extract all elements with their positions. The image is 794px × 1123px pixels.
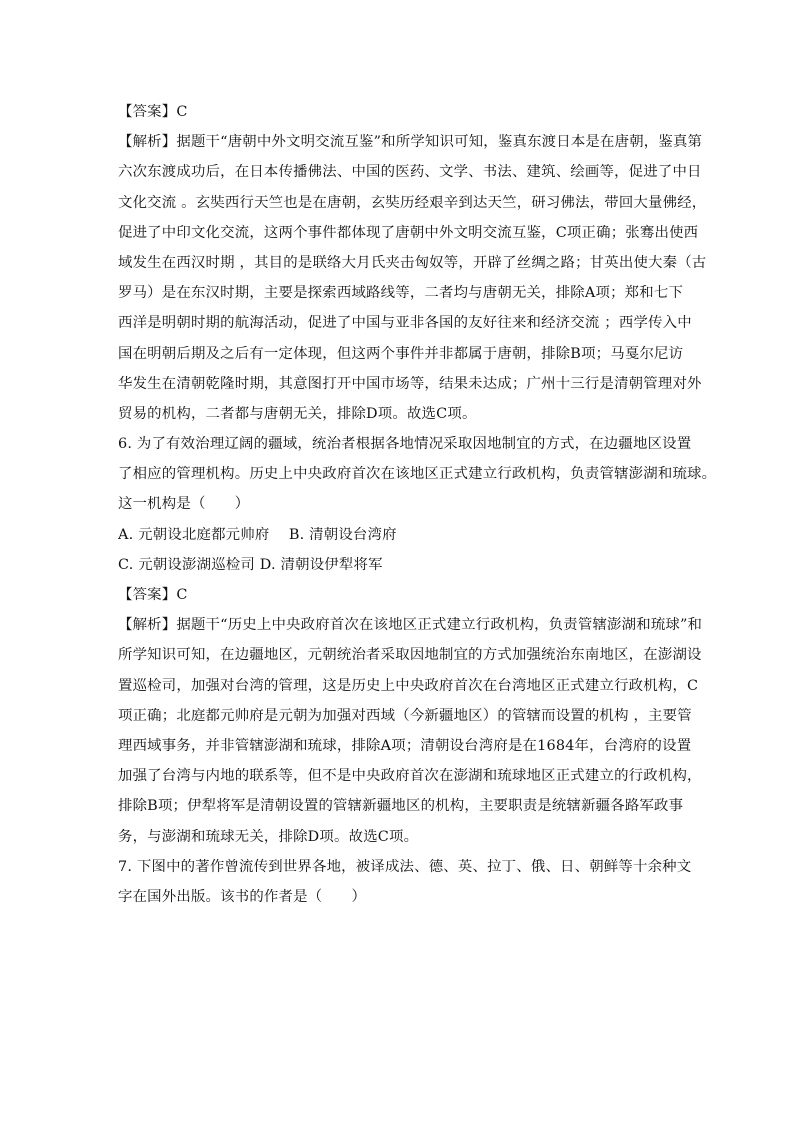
q6-question-line: 了相应的管理机构。历史上中央政府首次在该地区正式建立行政机构，负责管辖澎湖和琉球。 bbox=[118, 466, 717, 483]
q6-analysis-line: 加强了台湾与内地的联系等，但不是中央政府首次在澎湖和琉球地区正式建立的行政机构， bbox=[118, 768, 702, 785]
q6-analysis-line: 置巡检司，加强对台湾的管理，这是历史上中央政府首次在台湾地区正式建立行政机构，C bbox=[118, 677, 699, 694]
q6-analysis-line: 排除B项；伊犁将军是清朝设置的管辖新疆地区的机构，主要职责是统辖新疆各路军政事 bbox=[118, 798, 684, 815]
q5-analysis-line: 罗马）是在东汉时期，主要是探索西域路线等，二者均与唐朝无关，排除A项；郑和七下 bbox=[118, 285, 684, 302]
q5-analysis-line: 国在明朝后期及之后有一定体现，但这两个事件并非都属于唐朝，排除B项；马戛尔尼访 bbox=[118, 345, 684, 362]
q6-analysis-line: 【解析】据题干“历史上中央政府首次在该地区正式建立行政机构，负责管辖澎湖和琉球”和 bbox=[118, 617, 703, 634]
q6-options-row: A. 元朝设北庭都元帅府 B. 清朝设台湾府 bbox=[118, 526, 397, 543]
q6-question-line: 6. 为了有效治理辽阔的疆域，统治者根据各地情况采取因地制宜的方式，在边疆地区设置 bbox=[118, 436, 692, 453]
q6-analysis-line: 务，与澎湖和琉球无关，排除D项。故选C项。 bbox=[118, 828, 419, 845]
q6-analysis-line: 理西域事务，并非管辖澎湖和琉球，排除A项；清朝设台湾府是在1684年，台湾府的设置 bbox=[118, 737, 692, 754]
q5-analysis-line: 【解析】据题干“唐朝中外文明交流互鉴”和所学知识可知，鉴真东渡日本是在唐朝，鉴真第 bbox=[118, 134, 703, 151]
q5-answer: 【答案】C bbox=[118, 104, 188, 120]
q5-analysis-line: 促进了中印文化交流，这两个事件都体现了唐朝中外文明交流互鉴，C项正确；张骞出使西 bbox=[118, 224, 699, 241]
q6-options-row: C. 元朝设澎湖巡检司 D. 清朝设伊犁将军 bbox=[118, 556, 383, 573]
q6-analysis-line: 项正确；北庭都元帅府是元朝为加强对西域（今新疆地区）的管辖而设置的机构 ，主要管 bbox=[118, 707, 692, 724]
q5-analysis-line: 域发生在西汉时期 ，其目的是联络大月氏夹击匈奴等，开辟了丝绸之路；甘英出使大秦（古 bbox=[118, 254, 707, 271]
q6-answer: 【答案】C bbox=[118, 587, 188, 603]
q5-analysis-line: 六次东渡成功后，在日本传播佛法、中国的医药、文学、书法、建筑、绘画等，促进了中日 bbox=[118, 164, 702, 181]
q6-question-line: 这一机构是（ ） bbox=[118, 496, 250, 513]
document-page bbox=[118, 100, 717, 915]
q5-analysis-line: 贸易的机构，二者都与唐朝无关，排除D项。故选C项。 bbox=[118, 405, 477, 422]
q7-question-line: 7. 下图中的著作曾流传到世界各地，被译成法、德、英、拉丁、俄、日、朝鲜等十余种文 bbox=[118, 858, 692, 875]
q5-analysis-line: 文化交流 。玄奘西行天竺也是在唐朝，玄奘历经艰辛到达天竺，研习佛法，带回大量佛经， bbox=[118, 194, 707, 211]
q7-question-line: 字在国外出版。该书的作者是（ ） bbox=[118, 888, 367, 905]
q6-analysis-line: 所学知识可知，在边疆地区，元朝统治者采取因地制宜的方式加强统治东南地区，在澎湖设 bbox=[118, 647, 702, 664]
q5-analysis-line: 西洋是明朝时期的航海活动，促进了中国与亚非各国的友好往来和经济交流 ；西学传入中 bbox=[118, 315, 692, 332]
q5-analysis-line: 华发生在清朝乾隆时期，其意图打开中国市场等，结果未达成；广州十三行是清朝管理对外 bbox=[118, 375, 702, 392]
